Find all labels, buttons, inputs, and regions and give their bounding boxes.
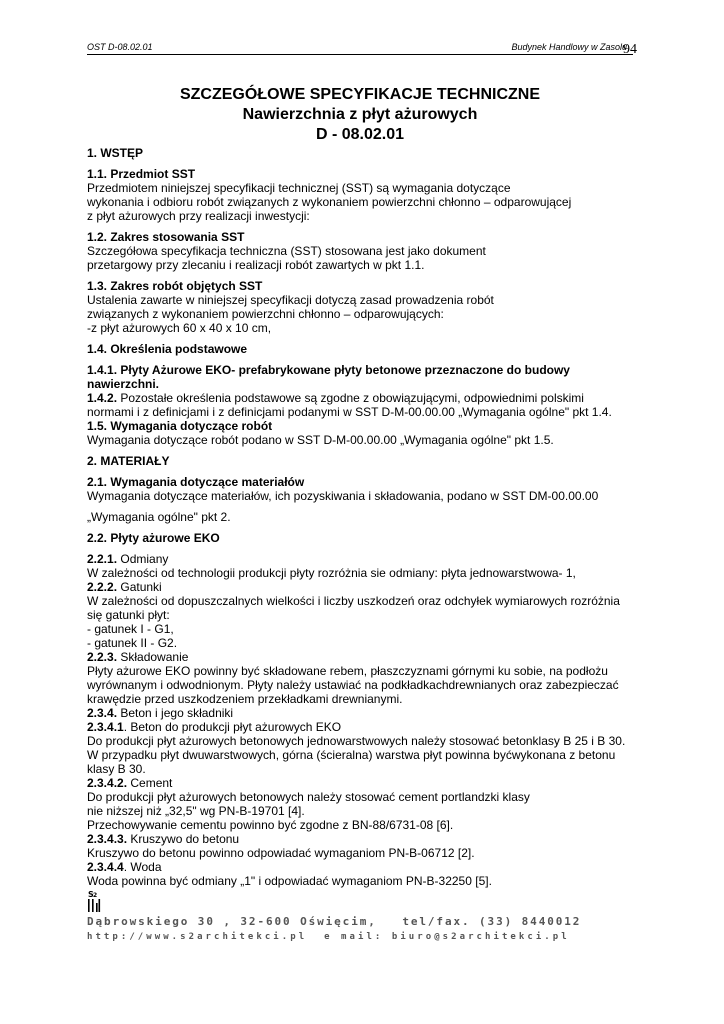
clause-label: Cement [127, 776, 173, 790]
paragraph-line [87, 391, 637, 405]
paragraph-line: klasy B 30. [87, 762, 146, 776]
svg-text:S: S [88, 890, 94, 899]
paragraph-line: nie niższej niż „32,5" wg PN-B-19701 [4]. [87, 804, 305, 818]
paragraph-line: Woda powinna być odmiany „1" i odpowiadać wymaganiom PN-B-32250 [5]. [87, 874, 492, 888]
paragraph-line: Ustalenia zawarte w niniejszej specyfikacji dotyczą zasad prowadzenia robót [87, 293, 494, 307]
subsection-heading: 1.3. Zakres robót objętych SST [87, 279, 263, 293]
subsection-heading: 2.1. Wymagania dotyczące materiałów [87, 475, 305, 489]
paragraph-line: wykonania i odbioru robót związanych z wykonaniem powierzchni chłonno – odparowującej [87, 195, 572, 209]
paragraph-line: Płyty ażurowe EKO powinny być składowane rebem, płaszczyznami górnymi ku sobie, na podłożu [87, 664, 608, 678]
clause-number: 2.2.3. [87, 650, 118, 664]
subsection-heading: 1.4. Określenia podstawowe [87, 342, 248, 356]
clause-line [87, 860, 637, 874]
svg-text:2: 2 [93, 892, 98, 899]
clause-line [87, 552, 637, 566]
paragraph-line: Przechowywanie cementu powinno być zgodne z BN-88/6731-08 [6]. [87, 818, 454, 832]
paragraph-line: z płyt ażurowych przy realizacji inwestycji: [87, 209, 310, 223]
clause-number: 2.3.4.3. [87, 832, 128, 846]
clause-line [87, 650, 637, 664]
paragraph-line: Przedmiotem niniejszej specyfikacji technicznej (SST) są wymagania dotyczące [87, 181, 511, 195]
paragraph-line: Szczegółowa specyfikacja techniczna (SST) stosowana jest jako dokument [87, 244, 486, 258]
clause-number: 2.3.4.1 [87, 720, 124, 734]
header-project-name: Budynek Handlowy w Zasolu [511, 42, 627, 52]
clause-number: 2.2.2. [87, 580, 118, 594]
paragraph-line: -z płyt ażurowych 60 x 40 x 10 cm, [87, 321, 272, 335]
page-number: 94 [623, 42, 637, 57]
definition-line: nawierzchni. [87, 377, 160, 391]
paragraph-line: przetargowy przy zlecaniu i realizacji robót zawartych w pkt 1.1. [87, 258, 425, 272]
section-heading: 1. WSTĘP [87, 146, 144, 160]
paragraph-line: „Wymagania ogólne" pkt 2. [87, 510, 231, 524]
clause-number: 2.3.4.4 [87, 860, 124, 874]
paragraph-line: wyrównanym i odwodnionym. Płyty należy ustawiać na podkładkachdrewnianych oraz zabezpieczać [87, 678, 619, 692]
paragraph-line: normami i z definicjami i z definicjami podanymi w SST D-M-00.00.00 „Wymagania ogólne" pkt 1.4. [87, 405, 612, 419]
clause-label: . Woda [123, 860, 162, 874]
paragraph-line: Do produkcji płyt ażurowych betonowych należy stosować cement portlandzki klasy [87, 790, 530, 804]
clause-label: Odmiany [117, 552, 169, 566]
paragraph-line: Do produkcji płyt ażurowych betonowych jednowarstwowych należy stosować betonklasy B 25 i B 30. [87, 734, 626, 748]
paragraph-line: W zależności od technologii produkcji płyty rozróżnia sie odmiany: płyta jednowarstwowa- 1, [87, 566, 576, 580]
header-spec-code: OST D-08.02.01 [87, 42, 153, 52]
company-logo-icon [87, 889, 101, 913]
clause-label: Kruszywo do betonu [127, 832, 240, 846]
section-heading: 2. MATERIAŁY [87, 454, 170, 468]
clause-label: Gatunki [117, 580, 162, 594]
clause-number: 2.3.4.2. [87, 776, 128, 790]
clause-number: 2.2.1. [87, 552, 118, 566]
definition-line: 1.4.1. Płyty Ażurowe EKO- prefabrykowane płyty betonowe przeznaczone do budowy [87, 363, 570, 377]
clause-line [87, 832, 637, 846]
doc-subtitle: Nawierzchnia z płyt ażurowych [242, 106, 478, 123]
doc-title: SZCZEGÓŁOWE SPECYFIKACJE TECHNICZNE [179, 86, 541, 103]
doc-code: D - 08.02.01 [315, 126, 405, 143]
paragraph-line: krawędzie przed uszkodzeniem przekładkami drewnianymi. [87, 692, 403, 706]
subsection-heading: 2.2. Płyty ażurowe EKO [87, 531, 220, 545]
paragraph-line: W zależności od dopuszczalnych wielkości i liczby uszkodzeń oraz odchyłek wymiarowych rozróżnia [87, 594, 620, 608]
footer-web-email: http://www.s2architekci.pl e mail: biuro@s2architekci.pl [87, 932, 570, 942]
running-header [87, 40, 633, 55]
clause-line [87, 720, 637, 734]
paragraph-line: związanych z wykonaniem powierzchni chłonno – odparowujących: [87, 307, 444, 321]
paragraph-line: się gatunki płyt: [87, 608, 170, 622]
clause-label: . Beton do produkcji płyt ażurowych EKO [123, 720, 342, 734]
paragraph-line: W przypadku płyt dwuwarstwowych, górna (ścieralna) warstwa płyt powinna byćwykonana z betonu [87, 748, 616, 762]
list-item: - gatunek II - G2. [87, 636, 178, 650]
clause-text: Pozostałe określenia podstawowe są zgodne z obowiązującymi, odpowiednimi polskimi [117, 391, 584, 405]
subsection-heading: 1.2. Zakres stosowania SST [87, 230, 245, 244]
clause-number: 1.4.2. [87, 391, 118, 405]
document-body [87, 146, 637, 888]
subsection-heading: 1.1. Przedmiot SST [87, 167, 196, 181]
list-item: - gatunek I - G1, [87, 622, 174, 636]
clause-line [87, 706, 637, 720]
clause-line [87, 776, 637, 790]
footer-address: Dąbrowskiego 30 , 32-600 Oświęcim, tel/fax. (33) 8440012 [87, 915, 582, 928]
paragraph-line: Wymagania dotyczące materiałów, ich pozyskiwania i składowania, podano w SST DM-00.00.00 [87, 489, 599, 503]
subsection-heading: 1.5. Wymagania dotyczące robót [87, 419, 273, 433]
clause-number: 2.3.4. [87, 706, 118, 720]
paragraph-line: Wymagania dotyczące robót podano w SST D-M-00.00.00 „Wymagania ogólne" pkt 1.5. [87, 433, 554, 447]
clause-label: Składowanie [117, 650, 189, 664]
paragraph-line: Kruszywo do betonu powinno odpowiadać wymaganiom PN-B-06712 [2]. [87, 846, 475, 860]
clause-label: Beton i jego składniki [117, 706, 234, 720]
clause-line [87, 580, 637, 594]
